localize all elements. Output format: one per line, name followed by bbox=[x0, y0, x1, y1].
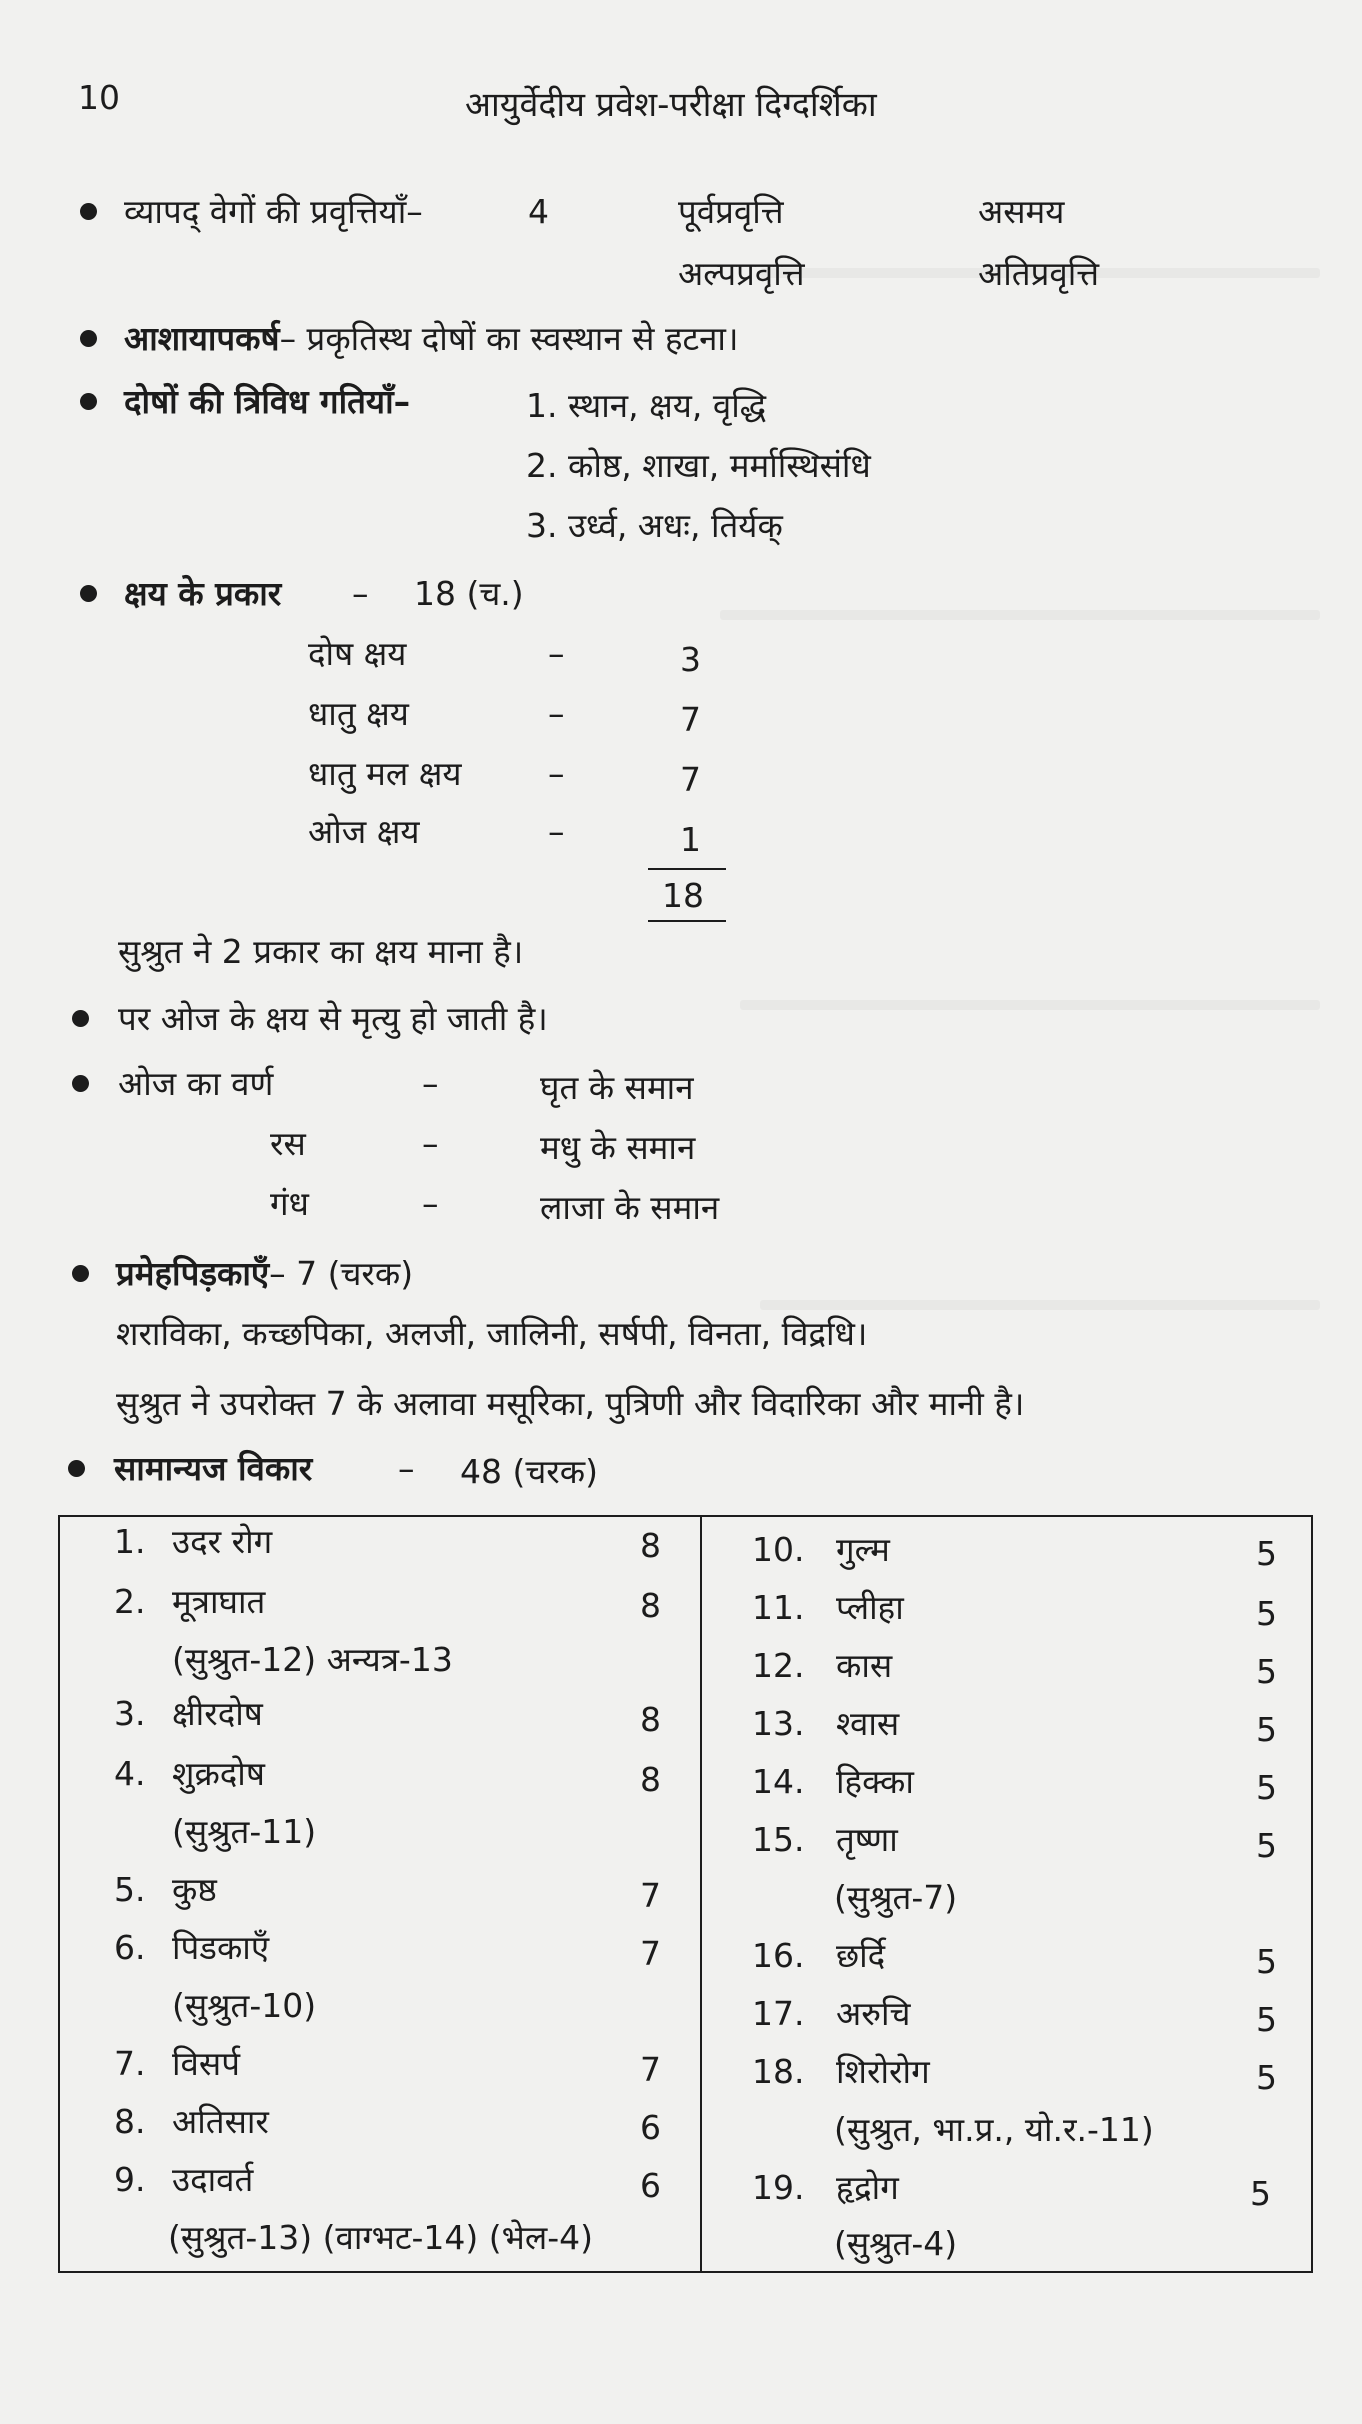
list-item: अल्पप्रवृत्ति bbox=[678, 254, 805, 293]
row-name: दोष क्षय bbox=[308, 634, 407, 673]
row-value: 1 bbox=[680, 820, 701, 859]
row-value: लाजा के समान bbox=[540, 1188, 720, 1227]
section-label: दोषों की त्रिविध गतियाँ– bbox=[124, 382, 411, 421]
table-row-name: अतिसार bbox=[172, 2102, 269, 2141]
list-text: शराविका, कच्छपिका, अलजी, जालिनी, सर्षपी, विनता, विद्रधि। bbox=[116, 1314, 868, 1353]
dash: – bbox=[422, 1064, 439, 1103]
section-label: प्रमेहपिड़काएँ bbox=[116, 1254, 270, 1293]
bullet bbox=[80, 203, 97, 220]
table-row-number: 13. bbox=[752, 1704, 805, 1743]
dash: – bbox=[398, 1449, 415, 1488]
table-row-name: अरुचि bbox=[836, 1994, 911, 2033]
table-row-number: 16. bbox=[752, 1936, 805, 1975]
row-value: 7 bbox=[680, 700, 701, 739]
list-item: 3. उर्ध्व, अधः, तिर्यक् bbox=[526, 506, 783, 545]
definition-text: – प्रकृतिस्थ दोषों का स्वस्थान से हटना। bbox=[279, 319, 739, 358]
table-row-number: 18. bbox=[752, 2052, 805, 2091]
table-row-number: 1. bbox=[114, 1522, 146, 1561]
table-row-name: मूत्राघात bbox=[172, 1582, 266, 1621]
row-name: धातु मल क्षय bbox=[308, 754, 462, 793]
table-row-count: 8 bbox=[640, 1700, 661, 1739]
table-row-name: छर्दि bbox=[836, 1936, 886, 1975]
bullet bbox=[72, 1265, 89, 1282]
count-value: 4 bbox=[528, 192, 549, 231]
table-row-note: (सुश्रुत, भा.प्र., यो.र.-11) bbox=[834, 2110, 1154, 2149]
table-row-count: 5 bbox=[1256, 1942, 1277, 1981]
table-row-count: 8 bbox=[640, 1760, 661, 1799]
list-item: 1. स्थान, क्षय, वृद्धि bbox=[526, 386, 767, 425]
table-row-number: 17. bbox=[752, 1994, 805, 2033]
table-row-count: 6 bbox=[640, 2108, 661, 2147]
section-label: सामान्यज विकार bbox=[114, 1449, 313, 1488]
row-name: धातु क्षय bbox=[308, 694, 409, 733]
table-row-note: (सुश्रुत-11) bbox=[172, 1812, 317, 1851]
table-row-count: 5 bbox=[1256, 1652, 1277, 1691]
table-row-name: गुल्म bbox=[836, 1530, 890, 1569]
table-row-count: 7 bbox=[640, 1934, 661, 1973]
section-label: क्षय के प्रकार bbox=[124, 574, 282, 613]
section-text bbox=[124, 317, 738, 361]
table-row-name: श्वास bbox=[836, 1704, 900, 1743]
table-row-number: 3. bbox=[114, 1694, 146, 1733]
table-row-name: कुष्ठ bbox=[172, 1870, 217, 1909]
note-text: सुश्रुत ने उपरोक्त 7 के अलावा मसूरिका, पुत्रिणी और विदारिका और मानी है। bbox=[116, 1384, 1025, 1423]
list-item: अतिप्रवृत्ति bbox=[978, 254, 1100, 293]
table-row-number: 15. bbox=[752, 1820, 805, 1859]
table-row-count: 5 bbox=[1256, 1710, 1277, 1749]
section-text bbox=[116, 1252, 413, 1296]
page-number: 10 bbox=[78, 78, 120, 117]
table-row-count: 5 bbox=[1256, 1768, 1277, 1807]
dash: – bbox=[422, 1124, 439, 1163]
bullet bbox=[80, 330, 97, 347]
row-value: घृत के समान bbox=[540, 1068, 694, 1107]
table-row-name: तृष्णा bbox=[836, 1820, 898, 1859]
table-row-number: 19. bbox=[752, 2168, 805, 2207]
table-row-name: शुक्रदोष bbox=[172, 1754, 265, 1793]
dash: – bbox=[548, 812, 565, 851]
dash: – bbox=[422, 1184, 439, 1223]
dash: – bbox=[548, 634, 565, 673]
table-row-number: 12. bbox=[752, 1646, 805, 1685]
row-name: ओज का वर्ण bbox=[118, 1064, 274, 1103]
table-row-count: 5 bbox=[1256, 1826, 1277, 1865]
table-row-name: उदर रोग bbox=[172, 1522, 273, 1561]
table-row-count: 8 bbox=[640, 1586, 661, 1625]
sum-rule-bottom bbox=[648, 920, 726, 922]
list-item: 2. कोष्ठ, शाखा, मर्मास्थिसंधि bbox=[526, 446, 871, 485]
dash: – bbox=[352, 574, 369, 613]
table-row-name: कास bbox=[836, 1646, 893, 1685]
table-row-name: शिरोरोग bbox=[836, 2052, 930, 2091]
section-text: पर ओज के क्षय से मृत्यु हो जाती है। bbox=[118, 999, 548, 1038]
table-row-count: 5 bbox=[1256, 1534, 1277, 1573]
row-name: रस bbox=[270, 1124, 306, 1163]
table-row-count: 6 bbox=[640, 2166, 661, 2205]
table-row-number: 8. bbox=[114, 2102, 146, 2141]
table-row-name: हृद्रोग bbox=[836, 2168, 899, 2207]
row-value: 3 bbox=[680, 640, 701, 679]
table-row-name: क्षीरदोष bbox=[172, 1694, 263, 1733]
table-row-number: 9. bbox=[114, 2160, 146, 2199]
sum-rule-top bbox=[648, 868, 726, 870]
bleed-through-mark bbox=[720, 610, 1320, 620]
table-row-number: 2. bbox=[114, 1582, 146, 1621]
table-row-number: 11. bbox=[752, 1588, 805, 1627]
section-value: 18 (च.) bbox=[414, 574, 524, 613]
row-name: ओज क्षय bbox=[308, 812, 420, 851]
table-row-note: (सुश्रुत-10) bbox=[172, 1986, 317, 2025]
table-row-number: 7. bbox=[114, 2044, 146, 2083]
table-row-number: 10. bbox=[752, 1530, 805, 1569]
table-row-count: 8 bbox=[640, 1526, 661, 1565]
table-row-count: 5 bbox=[1256, 2000, 1277, 2039]
table-row-note: (सुश्रुत-12) अन्यत्र-13 bbox=[172, 1640, 453, 1679]
running-header-title: आयुर्वेदीय प्रवेश-परीक्षा दिग्दर्शिका bbox=[465, 85, 877, 125]
table-row-note: (सुश्रुत-7) bbox=[834, 1878, 958, 1917]
table-row-count: 5 bbox=[1256, 1594, 1277, 1633]
section-label: आशायापकर्ष bbox=[124, 319, 280, 358]
row-value: मधु के समान bbox=[540, 1128, 696, 1167]
table-row-note: (सुश्रुत-13) (वाग्भट-14) (भेल-4) bbox=[168, 2218, 593, 2257]
table-row-name: प्लीहा bbox=[836, 1588, 904, 1627]
table-row-number: 4. bbox=[114, 1754, 146, 1793]
table-row-name: हिक्का bbox=[836, 1762, 914, 1801]
row-name: गंध bbox=[270, 1184, 309, 1223]
list-item: पूर्वप्रवृत्ति bbox=[678, 192, 784, 231]
total-value: 18 bbox=[662, 876, 704, 915]
bullet bbox=[72, 1010, 89, 1027]
table-row-number: 14. bbox=[752, 1762, 805, 1801]
table-row-count: 7 bbox=[640, 2050, 661, 2089]
row-value: 7 bbox=[680, 760, 701, 799]
table-row-count: 5 bbox=[1250, 2174, 1271, 2213]
section-value: 48 (चरक) bbox=[460, 1452, 599, 1491]
dash: – bbox=[548, 694, 565, 733]
table-row-count: 5 bbox=[1256, 2058, 1277, 2097]
table-row-note: (सुश्रुत-4) bbox=[834, 2224, 958, 2263]
section-value: – 7 (चरक) bbox=[269, 1254, 414, 1293]
table-row-number: 6. bbox=[114, 1928, 146, 1967]
bullet bbox=[72, 1075, 89, 1092]
bullet bbox=[80, 393, 97, 410]
bleed-through-mark bbox=[760, 1300, 1320, 1310]
list-item: असमय bbox=[978, 192, 1065, 231]
note-text: सुश्रुत ने 2 प्रकार का क्षय माना है। bbox=[118, 932, 524, 971]
bullet bbox=[68, 1460, 85, 1477]
table-column-divider bbox=[700, 1515, 702, 2273]
bullet bbox=[80, 585, 97, 602]
section-label: व्यापद् वेगों की प्रवृत्तियाँ– bbox=[124, 192, 423, 231]
table-row-name: उदावर्त bbox=[172, 2160, 254, 2199]
table-row-name: विसर्प bbox=[172, 2044, 240, 2083]
table-row-number: 5. bbox=[114, 1870, 146, 1909]
bleed-through-mark bbox=[740, 1000, 1320, 1010]
table-row-name: पिडकाएँ bbox=[172, 1928, 270, 1967]
dash: – bbox=[548, 754, 565, 793]
table-row-count: 7 bbox=[640, 1876, 661, 1915]
